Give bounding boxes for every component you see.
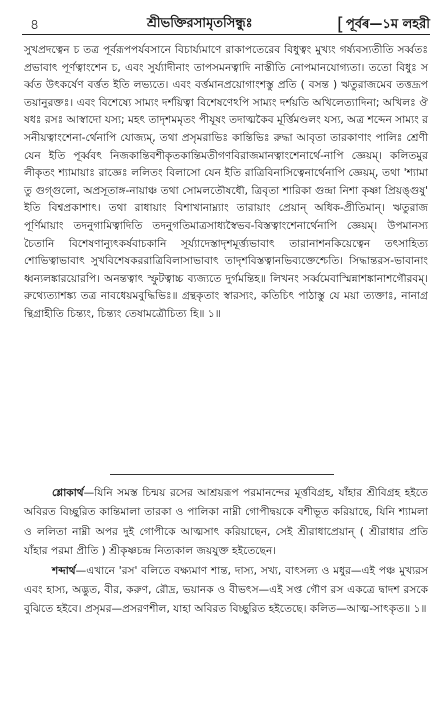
sabdartha-paragraph: [24, 562, 428, 620]
sloka-text: —যিনি সমস্ত চিন্ময় রসের আশ্রয়রূপ পরমানন্দের মূর্ত্তবিগ্রহ, যাঁহার শ্রীবিগ্রহ হইতে অবিরত বিচ্ছুরিত কান্তিমালা তারকা ও পালিকা নাম্নী গোপীদ্বয়কে বশীভূত করিয়াছে, যিনি শ্যামলা ও ললিতা নাম্নী অপর দুই গোপীকে আত্মসাৎ করিয়াছেন, সেই শ্রীরাধাপ্রেয়ান্ ( শ্রীরাধার প্রতি যাঁহার পরমা প্রীতি ) শ্রীকৃষ্ণচন্দ্র নিত্যকাল জয়যুক্ত হইতেছেন।: [24, 487, 428, 558]
header-rule: [22, 34, 430, 35]
bracket-glyph: [: [337, 14, 345, 35]
bengali-gloss: [24, 484, 428, 620]
sabdartha-text: —এখানে 'রস' বলিতে বক্ষ্যমাণ শান্ত, দাস্য, সখ্য, বাৎসল্য ও মধুর—এই পঞ্চ মুখ্যরস এবং হাস্য, অদ্ভুত, বীর, করুণ, রৌদ্র, ভয়ানক ও বীভৎস—এই সপ্ত গৌণ রস একত্রে দ্বাদশ রসকে বুঝিতে হইবে। প্রসৃমর—প্রসরণশীল, যাহা অবিরত বিচ্ছুরিত হইতেছে। কলিত—আত্ম-সাৎকৃত॥ ১॥: [24, 564, 428, 616]
sloka-paragraph: [24, 484, 428, 562]
page-header: [22, 8, 432, 34]
sabdartha-label: শব্দার্থ: [52, 564, 76, 577]
running-title: শ্রীভক্তিরসামৃতসিন্ধুঃ: [147, 16, 253, 31]
sanskrit-commentary: [24, 42, 428, 324]
section-label: [337, 12, 430, 36]
sloka-label: শ্লোকার্থ: [52, 487, 84, 499]
section-divider: [110, 474, 334, 475]
commentary-paragraph: সুখপ্রদত্বেন চ তত্র পূর্বরূপপর্যবসানে বিচার্য্যমাণে রাকাপতেরেব বিধুত্বং মুখ্যং গর্ষ্যবস্যতীতি সর্ব্বতঃ প্রভাবাৎ পূর্ণত্বাংশেন চ, এবং সুর্য্যাদীনাং তাপসমনত্বাদি নাস্তীতি নোপমানযোগ্যতা। ততো বিধুঃ সর্ব্বত উৎকর্ষেণ বর্ত্তত ইতি লভ্যতে। এবং বর্ত্তমানপ্রয়োগাংশস্তু প্রতি ( বসন্ত ) ঋতুরাজমেব তত্তদ্রূপতয়ানুরক্তঃ। এবং বিশেষ্যে সাম্যং দর্শয়িত্বা বিশেষণেঽপি সাম্যং দর্শয়তি অখিলেত্যাদিনা; অখিলঃ ঔষধঃ রসঃ আস্বাদো যস্য; মহৎ তাদৃশমমৃতং পীযূষং তদাত্মকৈব মূর্ত্তিমণ্ডলং যস্য, অত্র শব্দেন সাম্যং রসনীয়ত্বাংশেনা-র্থেনাপি যোজ্যম্, তথা প্রসৃমরাভিঃ কান্তিভিঃ রুদ্ধা আবৃতা তারকাণাং পালিঃ শ্রেণী যেন ইতি পূর্ব্ববৎ নিজকান্তিবশীকৃতকান্তিমতীগণবিরাজমানত্বাংশেনার্থে-নাপি জ্ঞেয়ম্। কলিতমুরলীকৃতং শ্যামায়াঃ রাজ্ঞেঃ ললিতং বিলাসো যেন ইতি রাত্রিবিনাসিত্বেনার্থেনাপি জ্ঞেয়ম্, তথা 'শ্যামা তু গুগ্গুলো, অপ্রসূতাঙ্গ-নায়াঞ্চ তথা সোমলতৌষধৌ, ত্রিবৃতা শারিকা গুন্দ্রা নিশা কৃষ্ণা প্রিয়ঙ্গুষু' ইতি বিশ্বপ্রকাশাৎ। তথা রাধায়াং বিশাখানাম্ন্যাং তারায়াং প্রেয়ান্ অধিক-প্রীতিমান্। ঋতুরাজপূর্ণিমায়াং তদনুগামিত্বাদিতি তদনুগতিমাত্রসাধ্যস্বৈভব-বিস্তত্বাংশেনার্থেনাপি জ্ঞেয়ম্। উপমানস্য চৈতানি বিশেষণান্যুৎকর্ষবাচকানি সূর্য্যাদেস্তাদৃশমূর্ত্ত্যভাবাৎ তারানাশনকিয়েত্বেন তৎসাহিত্যশোভিত্বাভাবাৎ সুখবিশেষকররাত্রিবিলাসাভাবাৎ তাদৃশবিস্তত্বানভিব্যক্তেশ্চেতি। সিদ্ধান্তরস-ভাবানাং ধ্বন্যলঙ্কারয়োরপি। অনন্তত্বাৎ স্ফুটত্বাচ্চ ব্যজ্যতে দুর্গমন্তিহ॥ লিখনং সর্ব্বমেবাস্মিন্নাশঙ্কানাশগৌরবম্। রুথ্যেত্যাশঙ্ক্য তত্র নাবধেয়মবুদ্ধিভিঃ॥ গ্রন্থকৃতাং স্বারস্যং, কতিচিৎ পাঠাস্তু যে ময়া ত্যক্তাঃ, নানাগ্রন্থিগ্রাহীতি চিন্ত্যং, চিন্ত্যং তেষামত্রৌচিত্য হি॥ ১॥: [24, 44, 428, 320]
section-label-text: পূর্বৰ—১ম লহরী: [346, 17, 430, 32]
page-number: ৪: [30, 17, 40, 33]
